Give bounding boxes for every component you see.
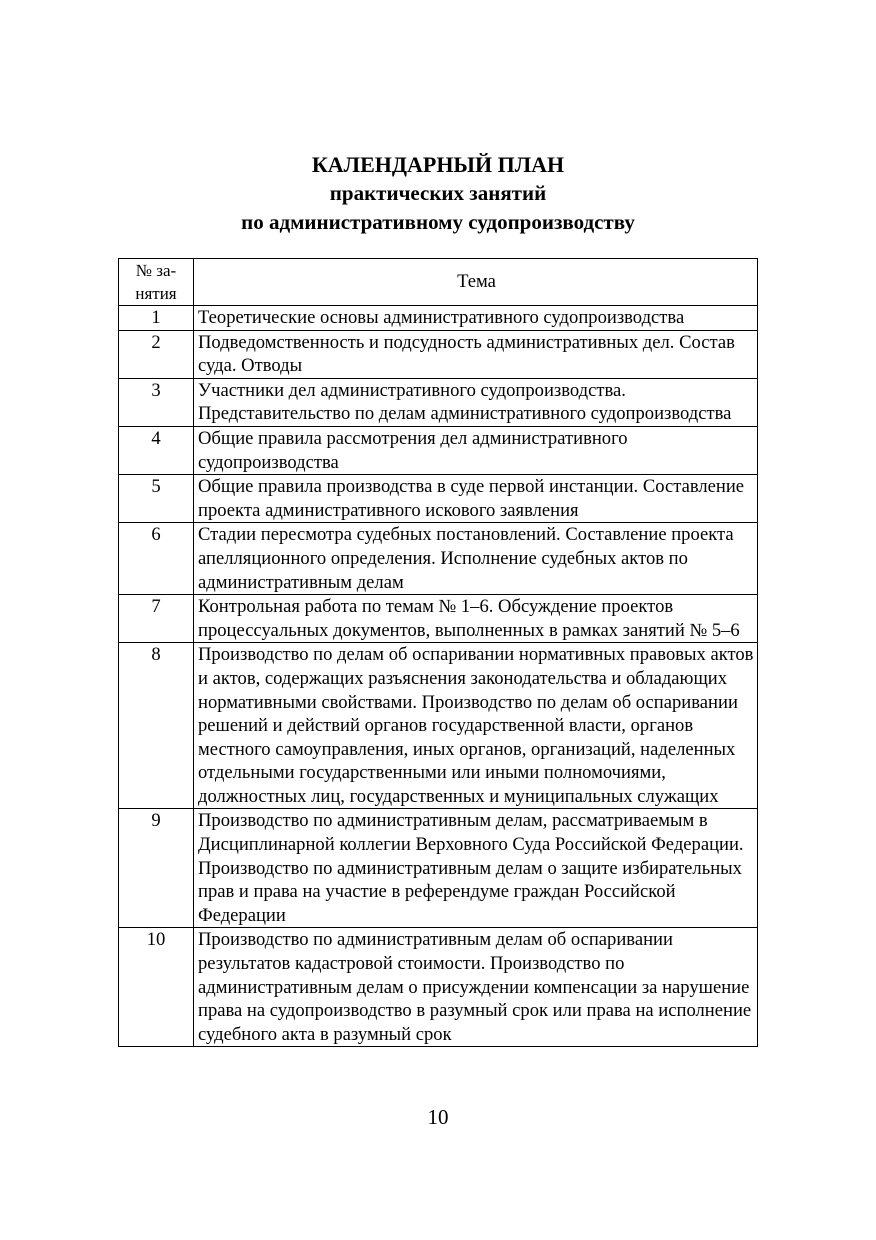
lesson-number: 7 — [119, 595, 194, 643]
table-row — [119, 523, 758, 595]
page-number: 10 — [427, 1105, 449, 1129]
lesson-number: 10 — [119, 928, 194, 1047]
lesson-topic: Контрольная работа по темам № 1–6. Обсуждение проектов процессуальных документов, выполненных в рамках занятий № 5–6 — [194, 595, 758, 643]
lesson-number: 8 — [119, 643, 194, 809]
table-row — [119, 643, 758, 809]
lesson-topic: Производство по делам об оспаривании нормативных правовых актов и актов, содержащих разъяснения законодательства и обладающих нормативными свойствами. Производство по делам об оспаривании решений и действий органов государственной власти, органов местного самоуправления, иных органов, организаций, наделенных отдельными государственными или иными полномочиями, должностных лиц, государственных и муниципальных служащих — [194, 643, 758, 809]
lesson-number: 9 — [119, 809, 194, 928]
lesson-number: 6 — [119, 523, 194, 595]
table-row — [119, 809, 758, 928]
header-lesson-number-line-2: нятия — [135, 284, 177, 303]
lesson-topic: Теоретические основы административного судопроизводства — [194, 306, 758, 331]
lesson-topic: Общие правила производства в суде первой инстанции. Составление проекта административного искового заявления — [194, 475, 758, 523]
header-lesson-number — [119, 259, 194, 306]
lesson-topic: Подведомственность и подсудность административных дел. Состав суда. Отводы — [194, 330, 758, 378]
table-row — [119, 306, 758, 331]
lesson-number: 5 — [119, 475, 194, 523]
title-line-1: КАЛЕНДАРНЫЙ ПЛАН — [311, 152, 565, 177]
lesson-topic: Стадии пересмотра судебных постановлений. Составление проекта апелляционного определения. Исполнение судебных актов по административным делам — [194, 523, 758, 595]
table-header-row — [119, 259, 758, 306]
table-row — [119, 426, 758, 474]
header-lesson-number-line-1: № за- — [135, 261, 177, 280]
lesson-topic: Производство по административным делам, рассматриваемым в Дисциплинарной коллегии Верховного Суда Российской Федерации. Производство по административным делам о защите избирательных прав и права на участие в референдуме граждан Российской Федерации — [194, 809, 758, 928]
lesson-topic: Участники дел административного судопроизводства. Представительство по делам административного судопроизводства — [194, 378, 758, 426]
page-title — [0, 150, 876, 237]
table-row — [119, 928, 758, 1047]
lesson-number: 3 — [119, 378, 194, 426]
header-topic: Тема — [194, 259, 758, 306]
lesson-topic: Общие правила рассмотрения дел административного судопроизводства — [194, 426, 758, 474]
table-row — [119, 330, 758, 378]
title-line-2: практических занятий — [329, 181, 547, 205]
table-row — [119, 475, 758, 523]
table-row — [119, 595, 758, 643]
table-row — [119, 378, 758, 426]
lesson-number: 4 — [119, 426, 194, 474]
lesson-number: 2 — [119, 330, 194, 378]
lesson-topic: Производство по административным делам об оспаривании результатов кадастровой стоимости. Производство по административным делам о присуждении компенсации за нарушение права на судопроизводство в разумный срок или права на исполнение судебного акта в разумный срок — [194, 928, 758, 1047]
lesson-number: 1 — [119, 306, 194, 331]
title-line-3: по административному судопроизводству — [241, 210, 635, 234]
schedule-table — [118, 258, 758, 1047]
